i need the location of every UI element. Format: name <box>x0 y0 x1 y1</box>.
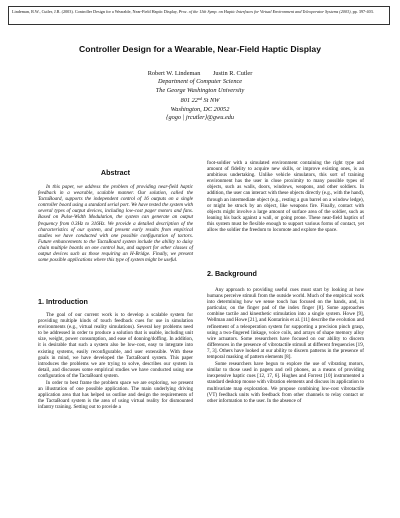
citation-box <box>8 6 390 25</box>
citation-pages: , pp. 397-403. <box>350 9 374 14</box>
introduction-heading: 1. Introduction <box>38 297 88 306</box>
background-heading: 2. Background <box>207 269 257 278</box>
author-university: The George Washington University <box>155 86 245 94</box>
author-street <box>0 95 400 105</box>
author-city: Washington, DC 20052 <box>170 105 230 113</box>
background-paragraph-1: Any approach to providing useful cues must start by looking at how humans perceive stimuli from the outside world. Much of the empirical work into determining how we sense touch has focused on the hands, and, in particular, on the finger pad of the index finger [8]. Some approaches combine tactile and kinesthetic stimulation into a single system. Howe [9], Wellman and Howe [21], and Kontarinis et al. [11] describe the evolution and refinement of a teleoperation system for supporting a precision pinch grasp, using a two-fingered linkage, voice coils, and arrays of shape memory alloy wire actuators. Some researchers have focused on our ability to discern differences in the presence of vibrotactile stimuli at different frequencies [19, 7, 3]. Others have looked at our ability to discern patterns in the presence of temporal masking of pattern elements [8]. <box>207 287 364 361</box>
citation-venue: Proc. of the 11th Symp. on Haptic Interfaces for Virtual Environment and Teleoperator Systems (2003) <box>178 9 351 14</box>
introduction-paragraph-1: The goal of our current work is to develop a scalable system for providing multiple kinds of touch feedback cues for use in simulation environments (e.g., virtual reality simulations). Several key problems need to be addressed in order to produce a solution that is usable, including unit size, weight, power consumption, and ease of donning/doffing. In addition, it is desirable that such a system also be low-cost, easy to integrate into existing systems, easily reconfigurable, and user extensible. With these goals in mind, we have developed the TactaBoard system. This paper introduces the problems we are trying to solve, describes our system in detail, and discusses some empirical studies we have conducted using one configuration of the TactaBoard system. <box>38 312 193 379</box>
background-paragraph-2: Some researchers have begun to explore the use of vibrating motors, similar to those used in pagers and cell phones, as a means of providing inexpensive haptic cues [12, 17, 6]. Hughes and Forrest [10] instrumented a standard desktop mouse with vibration elements and discuss its application to multivariate map exploration. We propose combining low-cost vibrotactile (VT) feedback units with feedback from other channels to relay contact or other information to the user. In the absence of <box>207 361 364 404</box>
introduction-body <box>38 312 193 412</box>
abstract-text: In this paper, we address the problem of providing near-field haptic feedback in a wearable, scalable manner. Our solution, called the TactaBoard, supports the independent control of 16 outputs on a single controller board using a standard serial port. We have tested the system with several types of output devices, including low-cost pager motors and fans. Based on Pulse-Width Modulation, the system can generate an output frequency from 0.3Hz to 316Hz. We provide a detailed description of the characteristics of our system, and present early results from empirical studies we have conducted with one possible configuration of tactors. Future enhancements to the TactaBoard system include the ability to daisy chain multiple boards on one control bus, and support for other classes of output devices such as those requiring an H-Bridge. Finally, we present some possible applications where this type of system might be useful. <box>38 184 193 264</box>
street-name: St NW <box>201 97 220 105</box>
street-number: 801 22 <box>180 97 198 105</box>
author-email: {gogo | jrcutler}@gwu.edu <box>165 114 235 122</box>
background-body <box>207 287 364 405</box>
author-block <box>0 70 400 122</box>
right-column-continuation: foot-soldier with a simulated environment containing the right type and amount of fidelity to acquire new skills, or improve existing ones, is an ambitious undertaking. Unlike vehicle simulators, this sort of training environment has the user in close proximity to many possible types of objects, such as walls, doors, windows, weapons, and other soldiers. In addition, the user can interact with these objects directly (e.g., with the hand), through an intermediate object (e.g., resting a gun barrel on a window ledge), or might be struck by an object, like weapons fire. Finally, contact with objects might involve a large amount of surface area of the soldier, such as leaning his back against a wall, or going prone. These near-field haptics of this system must be flexible enough to support various forms of contact, yet allow the soldier the freedom to locomote and explore the space. <box>207 160 364 234</box>
author-names: Robert W. Lindeman Justin R. Cutler <box>147 70 253 77</box>
citation-plain: Lindeman, R.W., Cutler, J.R. (2003). Controller Design for a Wearable, Near-Field Haptic Display, <box>12 9 179 14</box>
introduction-paragraph-2: In order to best frame the problem space we are exploring, we present an illustration of one possible application. The main underlying driving application area that has helped us outline and design the requirements of the TactaBoard system is the area of using virtual reality for dismounted infantry training. Setting out to provide a <box>38 380 193 411</box>
author-department: Department of Computer Science <box>157 78 243 86</box>
paper-title: Controller Design for a Wearable, Near-Field Haptic Display <box>79 44 321 54</box>
abstract-heading: Abstract <box>100 168 131 177</box>
street-suffix: nd <box>197 96 202 102</box>
